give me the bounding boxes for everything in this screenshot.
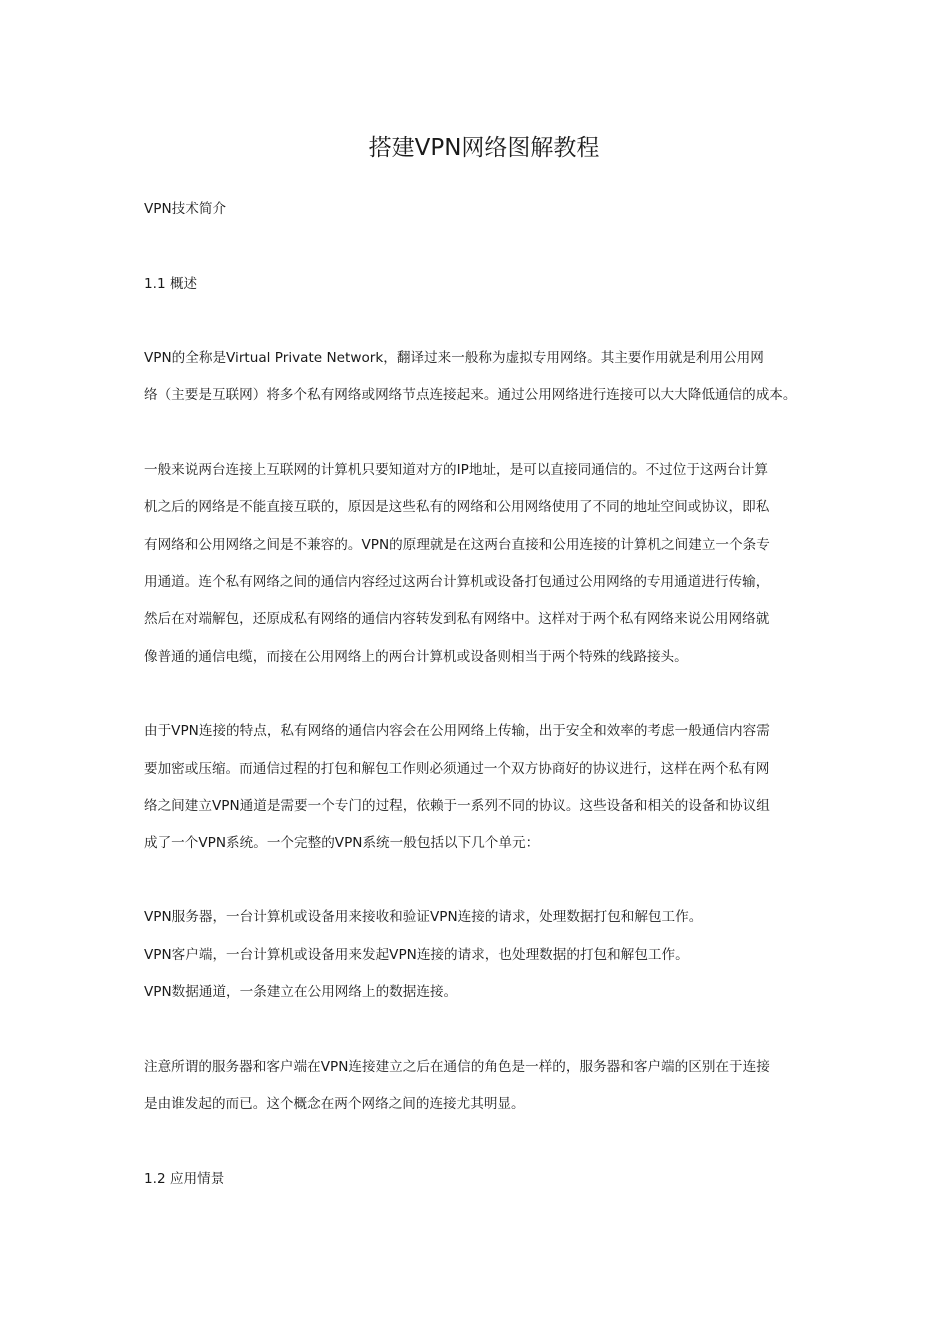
paragraph-line: 有网络和公用网络之间是不兼容的。VPN的原理就是在这两台直接和公用连接的计算机之间建立一个条专 — [144, 537, 770, 553]
paragraph-line: 是由谁发起的而已。这个概念在两个网络之间的连接尤其明显。 — [144, 1096, 525, 1112]
heading-1-2: 1.2 应用情景 — [144, 1171, 225, 1187]
section-title: VPN技术简介 — [144, 201, 227, 217]
document-title: 搭建VPN网络图解教程 — [368, 135, 600, 161]
list-item: VPN客户端，一台计算机或设备用来发起VPN连接的请求，也处理数据的打包和解包工作。 — [144, 947, 689, 963]
paragraph-line: 由于VPN连接的特点，私有网络的通信内容会在公用网络上传输，出于安全和效率的考虑一般通信内容需 — [144, 723, 770, 739]
paragraph-line: 络之间建立VPN通道是需要一个专门的过程，依赖于一系列不同的协议。这些设备和相关的设备和协议组 — [144, 798, 770, 814]
paragraph-line: 注意所谓的服务器和客户端在VPN连接建立之后在通信的角色是一样的，服务器和客户端的区别在于连接 — [144, 1059, 770, 1075]
heading-1-1: 1.1 概述 — [144, 276, 198, 292]
paragraph-line: 用通道。连个私有网络之间的通信内容经过这两台计算机或设备打包通过公用网络的专用通道进行传输， — [144, 574, 770, 590]
paragraph-line: 络（主要是互联网）将多个私有网络或网络节点连接起来。通过公用网络进行连接可以大大降低通信的成本。 — [144, 387, 797, 403]
paragraph-line: 像普通的通信电缆，而接在公用网络上的两台计算机或设备则相当于两个特殊的线路接头。 — [144, 649, 688, 665]
paragraph-line: 一般来说两台连接上互联网的计算机只要知道对方的IP地址，是可以直接同通信的。不过位于这两台计算 — [144, 462, 768, 478]
list-item: VPN数据通道，一条建立在公用网络上的数据连接。 — [144, 984, 458, 1000]
paragraph-line: 然后在对端解包，还原成私有网络的通信内容转发到私有网络中。这样对于两个私有网络来说公用网络就 — [144, 611, 770, 627]
paragraph-line: 成了一个VPN系统。一个完整的VPN系统一般包括以下几个单元： — [144, 835, 540, 851]
list-item: VPN服务器，一台计算机或设备用来接收和验证VPN连接的请求，处理数据打包和解包工作。 — [144, 909, 703, 925]
paragraph-line: VPN的全称是Virtual Private Network，翻译过来一般称为虚拟专用网络。其主要作用就是利用公用网 — [144, 350, 764, 366]
paragraph-line: 要加密或压缩。而通信过程的打包和解包工作则必须通过一个双方协商好的协议进行，这样在两个私有网 — [144, 761, 770, 777]
paragraph-line: 机之后的网络是不能直接互联的，原因是这些私有的网络和公用网络使用了不同的地址空间或协议，即私 — [144, 499, 770, 515]
